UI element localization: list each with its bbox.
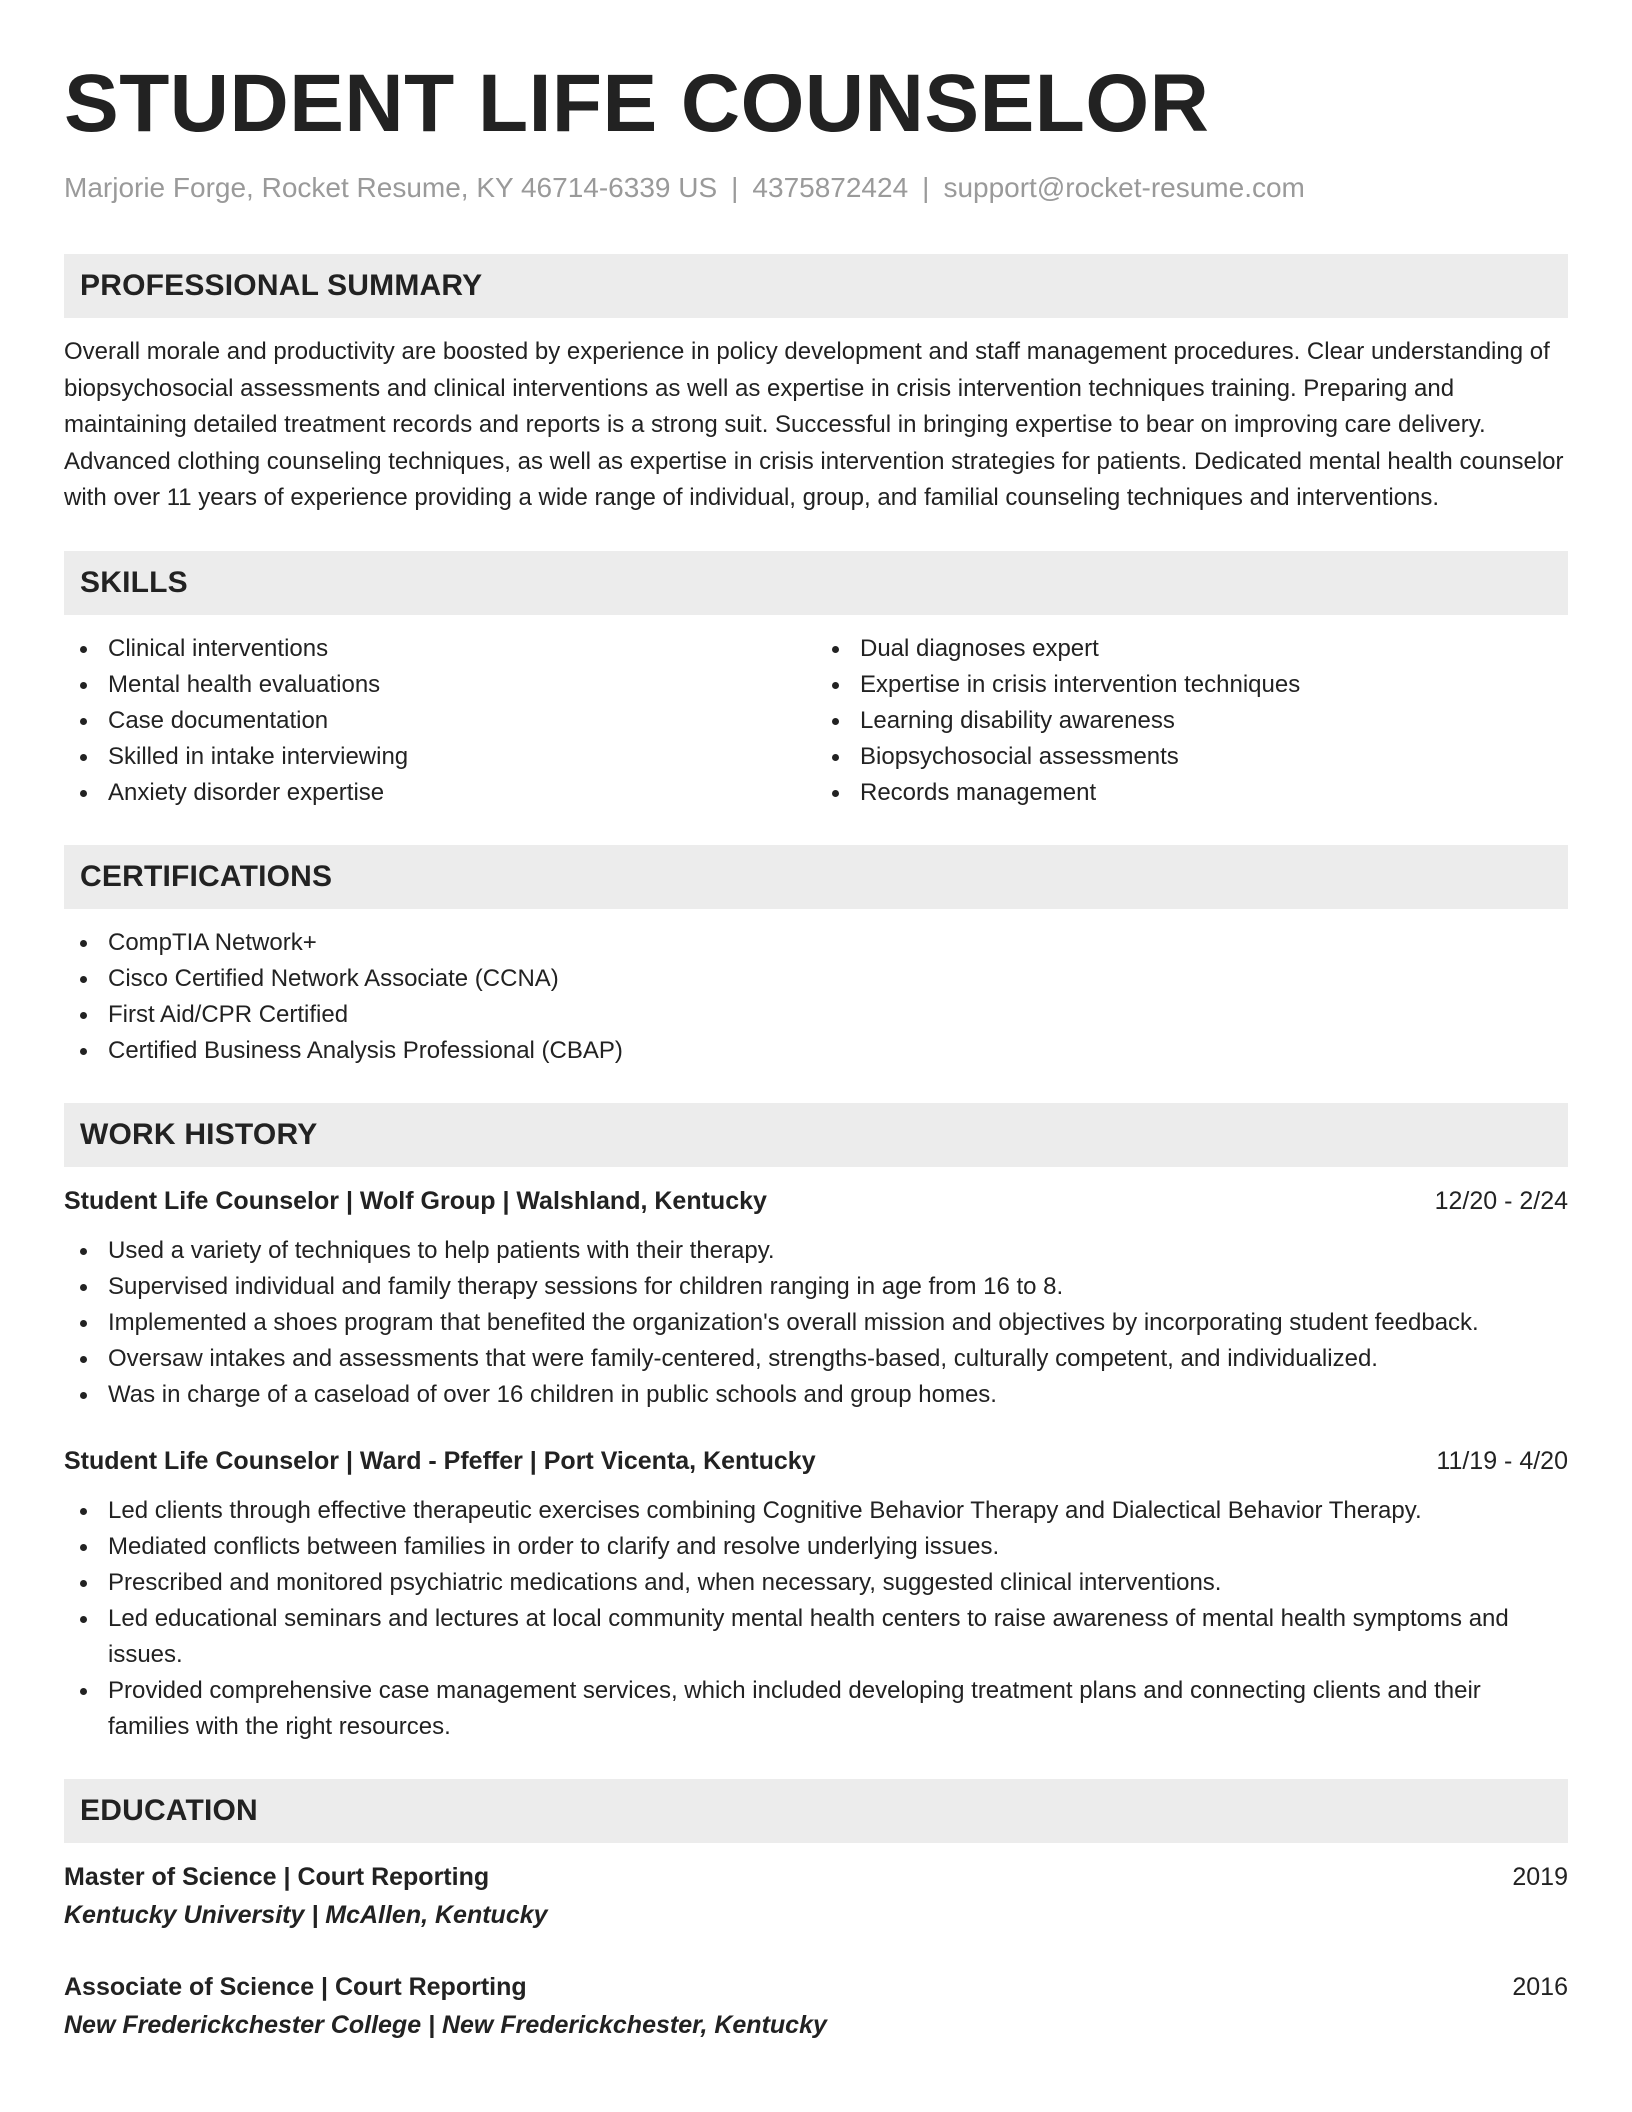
bullet-icon [80,1248,87,1255]
contact-address: Marjorie Forge, Rocket Resume, KY 46714-6339 US [64,172,718,203]
bullet-icon [80,1688,87,1695]
job-header [64,1443,1568,1479]
bullet-icon [832,718,839,725]
job-bullet: Used a variety of techniques to help patients with their therapy. [64,1233,1568,1269]
education-header [64,1859,1568,1895]
skills-grid [64,615,1568,811]
section-heading: EDUCATION [64,1779,1568,1843]
bullet-icon [80,1544,87,1551]
bullet-icon [80,1320,87,1327]
skill-item: Records management [816,775,1568,811]
bullet-icon [80,976,87,983]
job-bullet: Led educational seminars and lectures at local community mental health centers to raise awareness of mental health symptoms and issues. [64,1601,1568,1673]
skill-item: Biopsychosocial assessments [816,739,1568,775]
bullet-icon [80,1392,87,1399]
job-dates: 12/20 - 2/24 [1434,1186,1568,1215]
bullet-icon [80,940,87,947]
summary-section [64,254,1568,517]
degree-title: Master of Science | Court Reporting [64,1862,490,1891]
job-header [64,1183,1568,1219]
summary-paragraph: Overall morale and productivity are boosted by experience in policy development and staff management procedures. Clear understanding of biopsychosocial assessments and clinical interventions as well as expertise in crisis intervention techniques training. Preparing and maintaining detailed treatment records and reports is a strong suit. Successful in bringing expertise to bear on improving care delivery. Advanced clothing counseling techniques, as well as expertise in crisis intervention strategies for patients. Dedicated mental health counselor with over 11 years of experience providing a wide range of individual, group, and familial counseling techniques and interventions. [64,338,1564,511]
job-bullet: Provided comprehensive case management services, which included developing treatment plans and connecting clients and their families with the right resources. [64,1673,1568,1745]
school-name: New Frederickchester College | New Frederickchester, Kentucky [64,2010,827,2039]
certification-item: Certified Business Analysis Professional (CBAP) [64,1033,1568,1069]
bullet-icon [80,1012,87,1019]
contact-separator: | [922,172,930,203]
bullet-icon [80,682,87,689]
education-header [64,1969,1568,2005]
contact-separator: | [731,172,739,203]
job-dates: 11/19 - 4/20 [1436,1446,1568,1475]
skill-item: Clinical interventions [64,631,816,667]
graduation-year: 2019 [1512,1862,1568,1891]
skill-item: Learning disability awareness [816,703,1568,739]
bullet-icon [80,754,87,761]
job-title: Student Life Counselor | Ward - Pfeffer | Port Vicenta, Kentucky [64,1446,816,1475]
contact-phone: 4375872424 [752,172,909,203]
bullet-icon [80,1580,87,1587]
skills-column-left [64,615,816,811]
bullet-icon [80,1284,87,1291]
skill-item: Skilled in intake interviewing [64,739,816,775]
skills-section [64,551,1568,811]
skill-item: Expertise in crisis intervention techniques [816,667,1568,703]
contact-email[interactable]: support@rocket-resume.com [943,172,1305,203]
skill-item: Case documentation [64,703,816,739]
certification-item: Cisco Certified Network Associate (CCNA) [64,961,1568,997]
bullet-icon [832,646,839,653]
contact-line [64,170,1568,206]
job-entry [64,1183,1568,1413]
skill-item: Mental health evaluations [64,667,816,703]
job-bullet: Mediated conflicts between families in order to clarify and resolve underlying issues. [64,1529,1568,1565]
job-bullet: Oversaw intakes and assessments that were family-centered, strengths-based, culturally competent, and individualized. [64,1341,1568,1377]
bullet-icon [832,682,839,689]
bullet-icon [80,646,87,653]
skills-column-right [816,615,1568,811]
section-heading: CERTIFICATIONS [64,845,1568,909]
bullet-icon [80,1508,87,1515]
education-section [64,1779,1568,2043]
certification-item: CompTIA Network+ [64,925,1568,961]
certification-item: First Aid/CPR Certified [64,997,1568,1033]
resume-title: STUDENT LIFE COUNSELOR [64,58,1210,149]
job-title: Student Life Counselor | Wolf Group | Walshland, Kentucky [64,1186,767,1215]
education-entry [64,1969,1568,2043]
bullet-icon [832,790,839,797]
bullet-icon [80,790,87,797]
skill-item: Dual diagnoses expert [816,631,1568,667]
degree-title: Associate of Science | Court Reporting [64,1972,527,2001]
job-bullet: Implemented a shoes program that benefited the organization's overall mission and objectives by incorporating student feedback. [64,1305,1568,1341]
bullet-icon [80,1356,87,1363]
section-heading: PROFESSIONAL SUMMARY [64,254,1568,318]
job-bullet: Was in charge of a caseload of over 16 children in public schools and group homes. [64,1377,1568,1413]
bullet-icon [80,718,87,725]
bullet-icon [80,1616,87,1623]
work-history-section [64,1103,1568,1745]
section-heading: SKILLS [64,551,1568,615]
job-bullet: Supervised individual and family therapy sessions for children ranging in age from 16 to 8. [64,1269,1568,1305]
bullet-icon [80,1048,87,1055]
job-entry [64,1443,1568,1745]
graduation-year: 2016 [1512,1972,1568,2001]
job-bullet: Prescribed and monitored psychiatric medications and, when necessary, suggested clinical interventions. [64,1565,1568,1601]
job-bullet: Led clients through effective therapeutic exercises combining Cognitive Behavior Therapy and Dialectical Behavior Therapy. [64,1493,1568,1529]
education-entry [64,1859,1568,1933]
certifications-section [64,845,1568,1069]
school-name: Kentucky University | McAllen, Kentucky [64,1900,548,1929]
section-heading: WORK HISTORY [64,1103,1568,1167]
bullet-icon [832,754,839,761]
skill-item: Anxiety disorder expertise [64,775,816,811]
